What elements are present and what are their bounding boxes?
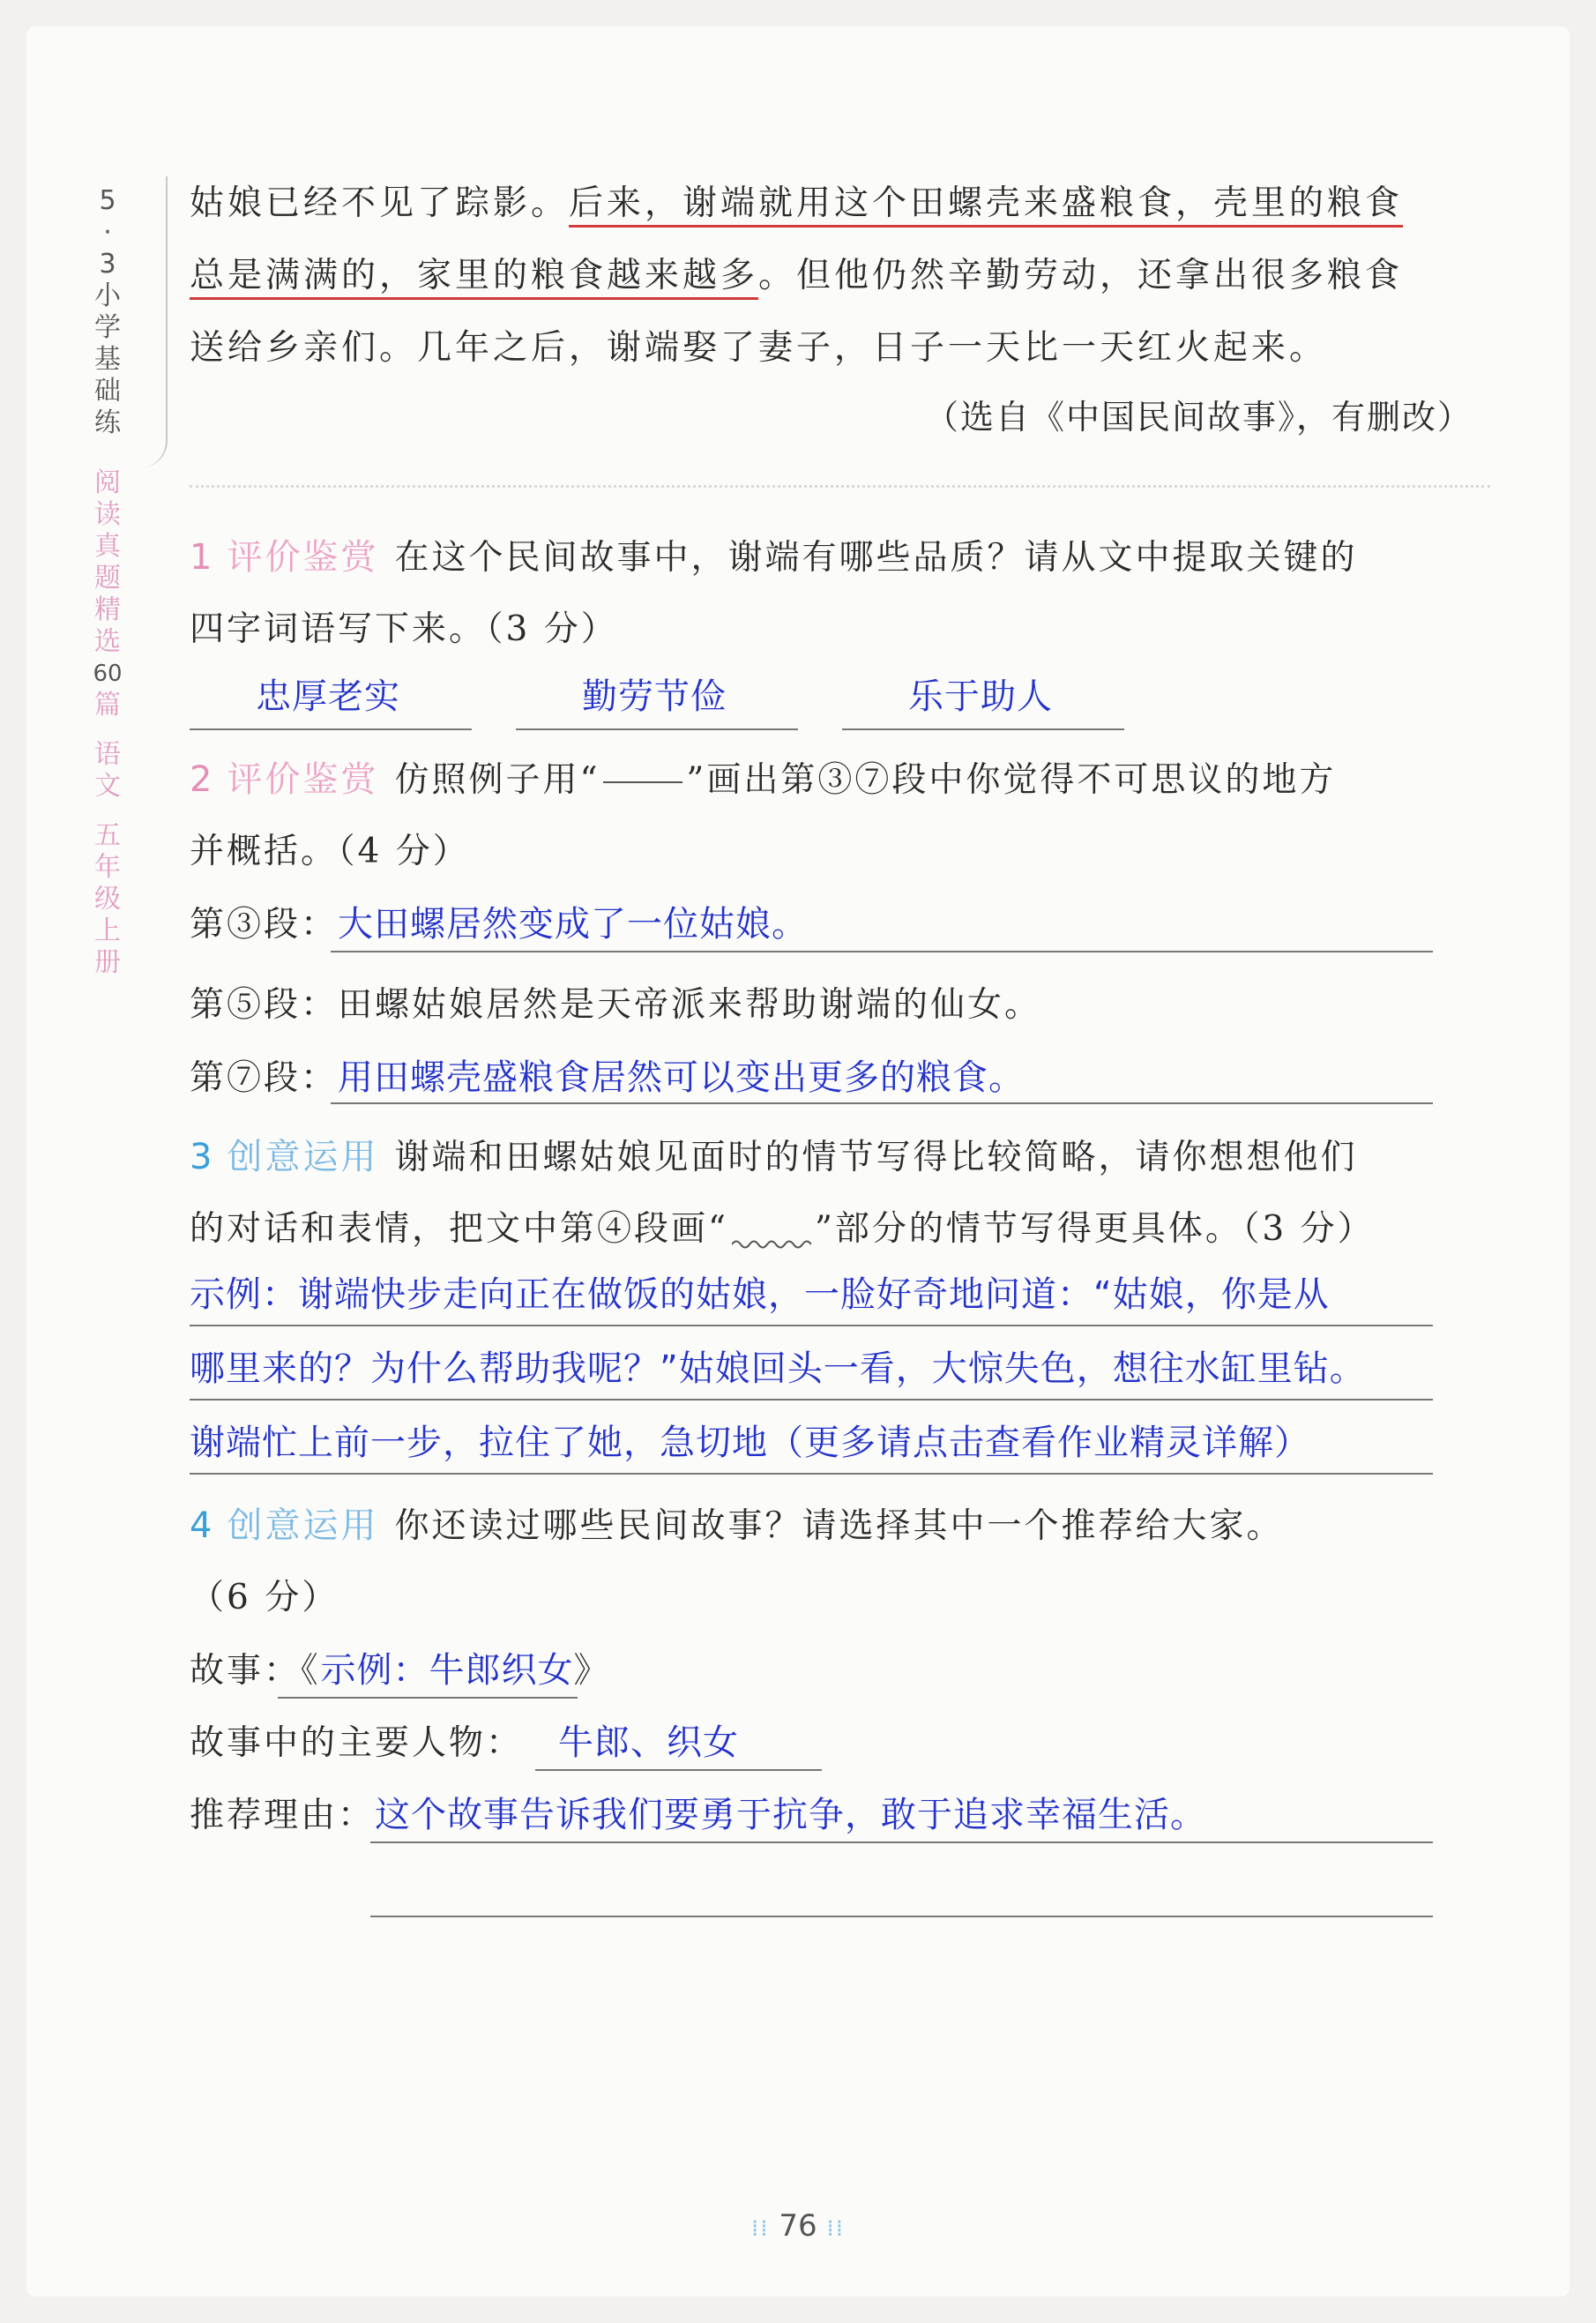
brand-char: 础	[94, 376, 121, 407]
passage-line: 姑娘已经不见了踪影。	[190, 183, 570, 223]
answer-text: 这个故事告诉我们要勇于抗争，敢于追求幸福生活。	[375, 1795, 1207, 1835]
question-text: 的对话和表情，把文中第④段画“	[190, 1209, 728, 1249]
question-text: 谢端和田螺姑娘见面时的情节写得比较简略，请你想想他们	[394, 1138, 1358, 1177]
brand-char: 5	[99, 185, 116, 216]
answer-text: 大田螺居然变成了一位姑娘。	[338, 904, 809, 945]
title-char: 读	[94, 499, 121, 530]
brand-char: ·	[103, 217, 112, 248]
title-char: 五	[94, 820, 121, 851]
title-number: 60	[93, 661, 123, 687]
decor-dots-right: ⁞⁞	[826, 2215, 845, 2242]
passage-line: 。但他仍然辛勤劳动，还拿出很多粮食	[758, 256, 1404, 295]
question-number: 2	[190, 759, 215, 800]
question-text: 仿照例子用“	[394, 760, 600, 800]
question-text: 四字词语写下来。（3 分）	[190, 609, 618, 649]
characters-label: 故事中的主要人物：	[190, 1723, 524, 1763]
passage	[190, 168, 1490, 385]
answer-line	[516, 728, 798, 730]
source-citation: （选自《中国民间故事》，有删改）	[924, 398, 1473, 437]
story-label: 故事：《	[190, 1651, 321, 1691]
question-text: ”画出第③⑦段中你觉得不可思议的地方	[686, 760, 1337, 800]
question-text: 并概括。（4 分）	[190, 832, 470, 871]
underlined-text: 总是满满的，家里的粮食越来越多	[190, 256, 759, 295]
answer-text: 牛郎、织女	[558, 1722, 740, 1763]
answer-text: 谢端忙上前一步，拉住了她，急切地（更多请点击查看作业精灵详解）	[190, 1423, 1310, 1463]
title-char: 年	[94, 852, 121, 883]
answer-line	[842, 728, 1124, 730]
side-margin	[26, 26, 185, 2297]
spacer	[90, 721, 125, 739]
title-char: 选	[94, 626, 121, 657]
question-number: 3	[190, 1137, 215, 1177]
answer-line	[331, 1102, 1433, 1104]
answer-text: 勤劳节俭	[582, 676, 727, 717]
spacer	[90, 803, 125, 820]
brand-char: 学	[94, 312, 121, 343]
question-type: 评价鉴赏	[227, 759, 379, 800]
paragraph-label: 第⑤段：	[190, 985, 339, 1025]
side-divider	[139, 176, 168, 467]
divider	[190, 485, 1490, 488]
title-char: 级	[94, 884, 121, 915]
answer-text: 用田螺壳盛粮食居然可以变出更多的粮食。	[338, 1057, 1025, 1098]
answer-line	[331, 951, 1433, 952]
question-type: 评价鉴赏	[227, 537, 379, 578]
answer-line	[190, 1325, 1433, 1326]
brand-char: 小	[94, 280, 121, 311]
reason-label: 推荐理由：	[190, 1796, 376, 1835]
answer-text: 乐于助人	[908, 676, 1053, 717]
decor-dots-left: ⁞⁞	[751, 2215, 770, 2242]
answer-text: 哪里来的？为什么帮助我呢？”姑娘回头一看，大惊失色，想往水缸里钻。	[190, 1348, 1366, 1389]
question-number: 4	[190, 1505, 215, 1546]
underline-mark	[603, 781, 682, 783]
story-label-end: 》	[573, 1651, 611, 1691]
paragraph-label: 第③段：	[190, 905, 339, 945]
answer-text: 示例：牛郎织女	[320, 1650, 574, 1691]
wavy-underline-mark	[732, 1238, 811, 1251]
page-number-text: 76	[779, 2208, 817, 2244]
page-number	[26, 2208, 1570, 2244]
title-char: 阅	[94, 467, 121, 498]
answer-line	[190, 1399, 1433, 1401]
question-text: ”部分的情节写得更具体。（3 分）	[814, 1209, 1375, 1249]
title-char: 册	[94, 947, 121, 978]
question-text: 你还读过哪些民间故事？请选择其中一个推荐给大家。	[394, 1506, 1284, 1546]
book-title	[90, 467, 125, 979]
answer-line	[190, 728, 472, 730]
answer-text: 示例：谢端快步走向正在做饭的姑娘，一脸好奇地问道：“姑娘，你是从	[190, 1274, 1330, 1315]
question-text: 在这个民间故事中，谢端有哪些品质？请从文中提取关键的	[394, 538, 1358, 578]
underlined-text: 后来，谢端就用这个田螺壳来盛粮食，壳里的粮食	[569, 183, 1404, 223]
title-char: 语	[94, 739, 121, 770]
question-number: 1	[190, 537, 215, 578]
brand-char: 练	[94, 407, 121, 438]
title-char: 篇	[94, 690, 121, 721]
title-char: 题	[94, 563, 121, 594]
title-char: 精	[94, 594, 121, 625]
answer-line	[535, 1769, 822, 1771]
question-type: 创意运用	[227, 1505, 379, 1546]
brand-char: 基	[94, 344, 121, 375]
question-type: 创意运用	[227, 1137, 379, 1177]
title-char: 真	[94, 531, 121, 562]
answer-line	[190, 1473, 1433, 1475]
answer-line	[370, 1841, 1433, 1843]
brand-char: 3	[99, 249, 116, 280]
example-text: 田螺姑娘居然是天帝派来帮助谢端的仙女。	[338, 985, 1042, 1025]
paragraph-label: 第⑦段：	[190, 1058, 339, 1098]
answer-text: 忠厚老实	[256, 676, 400, 717]
question-text: （6 分）	[190, 1578, 339, 1617]
passage-line: 送给乡亲们。几年之后，谢端娶了妻子，日子一天比一天红火起来。	[190, 328, 1328, 368]
series-brand	[90, 185, 125, 439]
title-char: 上	[94, 915, 121, 946]
answer-line	[278, 1697, 578, 1699]
title-char: 文	[94, 771, 121, 802]
workbook-page	[26, 26, 1570, 2297]
answer-line	[370, 1916, 1433, 1917]
